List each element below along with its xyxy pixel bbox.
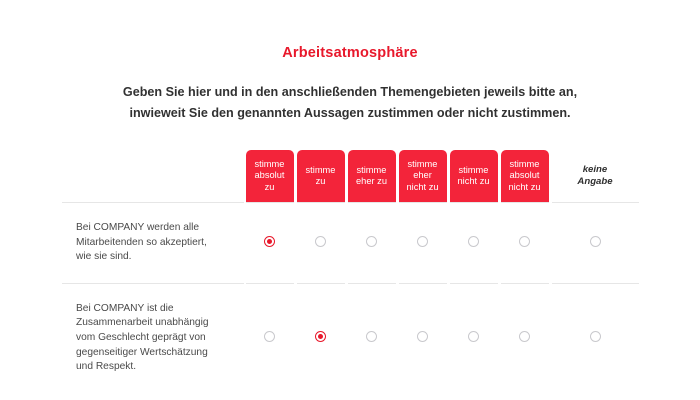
- likert-table: [62, 150, 640, 393]
- chip-line-2: zu: [315, 176, 326, 186]
- chip-text: [306, 165, 336, 188]
- column-header-keine-angabe: [550, 150, 640, 203]
- chip-line-1: stimme: [407, 158, 438, 169]
- radio-cell-q2-stimme-eher-nicht-zu[interactable]: [397, 283, 448, 392]
- scale-chip: [297, 150, 345, 202]
- radio-button[interactable]: [590, 331, 601, 342]
- chip-line-1: stimme: [254, 158, 285, 169]
- column-header-stimme-absolut-zu: [244, 150, 295, 203]
- no-answer-label: [550, 150, 640, 202]
- chip-line-3: nicht zu: [508, 181, 541, 192]
- radio-cell-q1-stimme-nicht-zu[interactable]: [448, 203, 499, 284]
- scale-chip: [399, 150, 447, 202]
- page-title: Arbeitsatmosphäre: [282, 45, 418, 61]
- radio-button[interactable]: [264, 236, 275, 247]
- instruction-line-2: inwieweit Sie den genannten Aussagen zustimmen oder nicht zustimmen.: [129, 106, 571, 120]
- na-line-1: keine: [582, 164, 608, 176]
- column-header-stimme-nicht-zu: [448, 150, 499, 203]
- radio-button[interactable]: [366, 236, 377, 247]
- table-row: [62, 283, 640, 392]
- chip-text: [457, 165, 489, 188]
- radio-button[interactable]: [315, 331, 326, 342]
- radio-button[interactable]: [468, 236, 479, 247]
- radio-cell-q1-stimme-absolut-zu[interactable]: [244, 203, 295, 284]
- column-header-stimme-zu: [295, 150, 346, 203]
- na-line-2: Angabe: [577, 176, 613, 187]
- chip-line-1: stimme: [458, 164, 489, 175]
- column-header-stimme-eher-nicht-zu: [397, 150, 448, 203]
- question-text: [62, 203, 244, 283]
- question-line-5: und Respekt.: [76, 361, 137, 373]
- question-line-3: vom Geschlecht geprägt von: [76, 331, 206, 343]
- question-line-4: gegenseitiger Wertschätzung: [76, 346, 208, 358]
- instruction-text: [60, 82, 640, 124]
- radio-button[interactable]: [590, 236, 601, 247]
- chip-line-1: stimme: [509, 158, 540, 169]
- chip-text: [255, 159, 285, 193]
- radio-button[interactable]: [519, 331, 530, 342]
- radio-cell-q2-stimme-eher-zu[interactable]: [346, 283, 397, 392]
- scale-chip: [246, 150, 294, 202]
- scale-chip: [348, 150, 396, 202]
- question-line-1: Bei COMPANY werden alle: [76, 222, 200, 233]
- chip-line-3: zu: [264, 181, 275, 192]
- radio-cell-q1-stimme-zu[interactable]: [295, 203, 346, 284]
- question-cell: [62, 203, 244, 284]
- chip-text: [508, 159, 540, 193]
- na-text: [577, 164, 612, 187]
- scale-chip: [501, 150, 549, 202]
- chip-line-2: eher: [413, 170, 432, 181]
- question-line-1: Bei COMPANY ist die: [76, 302, 174, 314]
- radio-cell-q1-keine-angabe[interactable]: [550, 203, 640, 284]
- scale-header-row: [62, 150, 640, 203]
- radio-cell-q1-stimme-eher-nicht-zu[interactable]: [397, 203, 448, 284]
- radio-button[interactable]: [417, 236, 428, 247]
- chip-line-2: nicht zu: [457, 176, 490, 186]
- chip-line-1: stimme: [356, 164, 387, 175]
- question-line-2: Zusammenarbeit unabhängig: [76, 317, 209, 329]
- chip-text: [406, 159, 438, 193]
- likert-matrix: [62, 150, 640, 393]
- question-text: [62, 284, 244, 393]
- chip-line-1: stimme: [305, 164, 336, 175]
- header-spacer: [62, 150, 244, 203]
- radio-cell-q2-stimme-absolut-zu[interactable]: [244, 283, 295, 392]
- radio-button[interactable]: [264, 331, 275, 342]
- radio-button[interactable]: [315, 236, 326, 247]
- radio-button[interactable]: [417, 331, 428, 342]
- radio-cell-q2-stimme-zu[interactable]: [295, 283, 346, 392]
- chip-text: [356, 165, 387, 188]
- column-header-stimme-absolut-nicht-zu: [499, 150, 550, 203]
- instruction-line-1: Geben Sie hier und in den anschließenden Themengebieten jeweils bitte an,: [122, 85, 578, 99]
- radio-cell-q1-stimme-absolut-nicht-zu[interactable]: [499, 203, 550, 284]
- radio-button[interactable]: [366, 331, 377, 342]
- question-line-3: wie sie sind.: [76, 251, 132, 263]
- radio-button[interactable]: [519, 236, 530, 247]
- chip-line-2: absolut: [509, 170, 540, 181]
- chip-line-3: nicht zu: [406, 181, 439, 192]
- column-header-stimme-eher-zu: [346, 150, 397, 203]
- question-cell: [62, 283, 244, 392]
- radio-cell-q2-stimme-absolut-nicht-zu[interactable]: [499, 283, 550, 392]
- chip-line-2: absolut: [254, 170, 285, 181]
- question-line-2: Mitarbeitenden so akzeptiert,: [76, 236, 207, 248]
- radio-cell-q2-stimme-nicht-zu[interactable]: [448, 283, 499, 392]
- chip-line-2: eher zu: [355, 176, 387, 186]
- table-row: [62, 203, 640, 284]
- radio-button[interactable]: [468, 331, 479, 342]
- scale-chip: [450, 150, 498, 202]
- radio-cell-q2-keine-angabe[interactable]: [550, 283, 640, 392]
- radio-cell-q1-stimme-eher-zu[interactable]: [346, 203, 397, 284]
